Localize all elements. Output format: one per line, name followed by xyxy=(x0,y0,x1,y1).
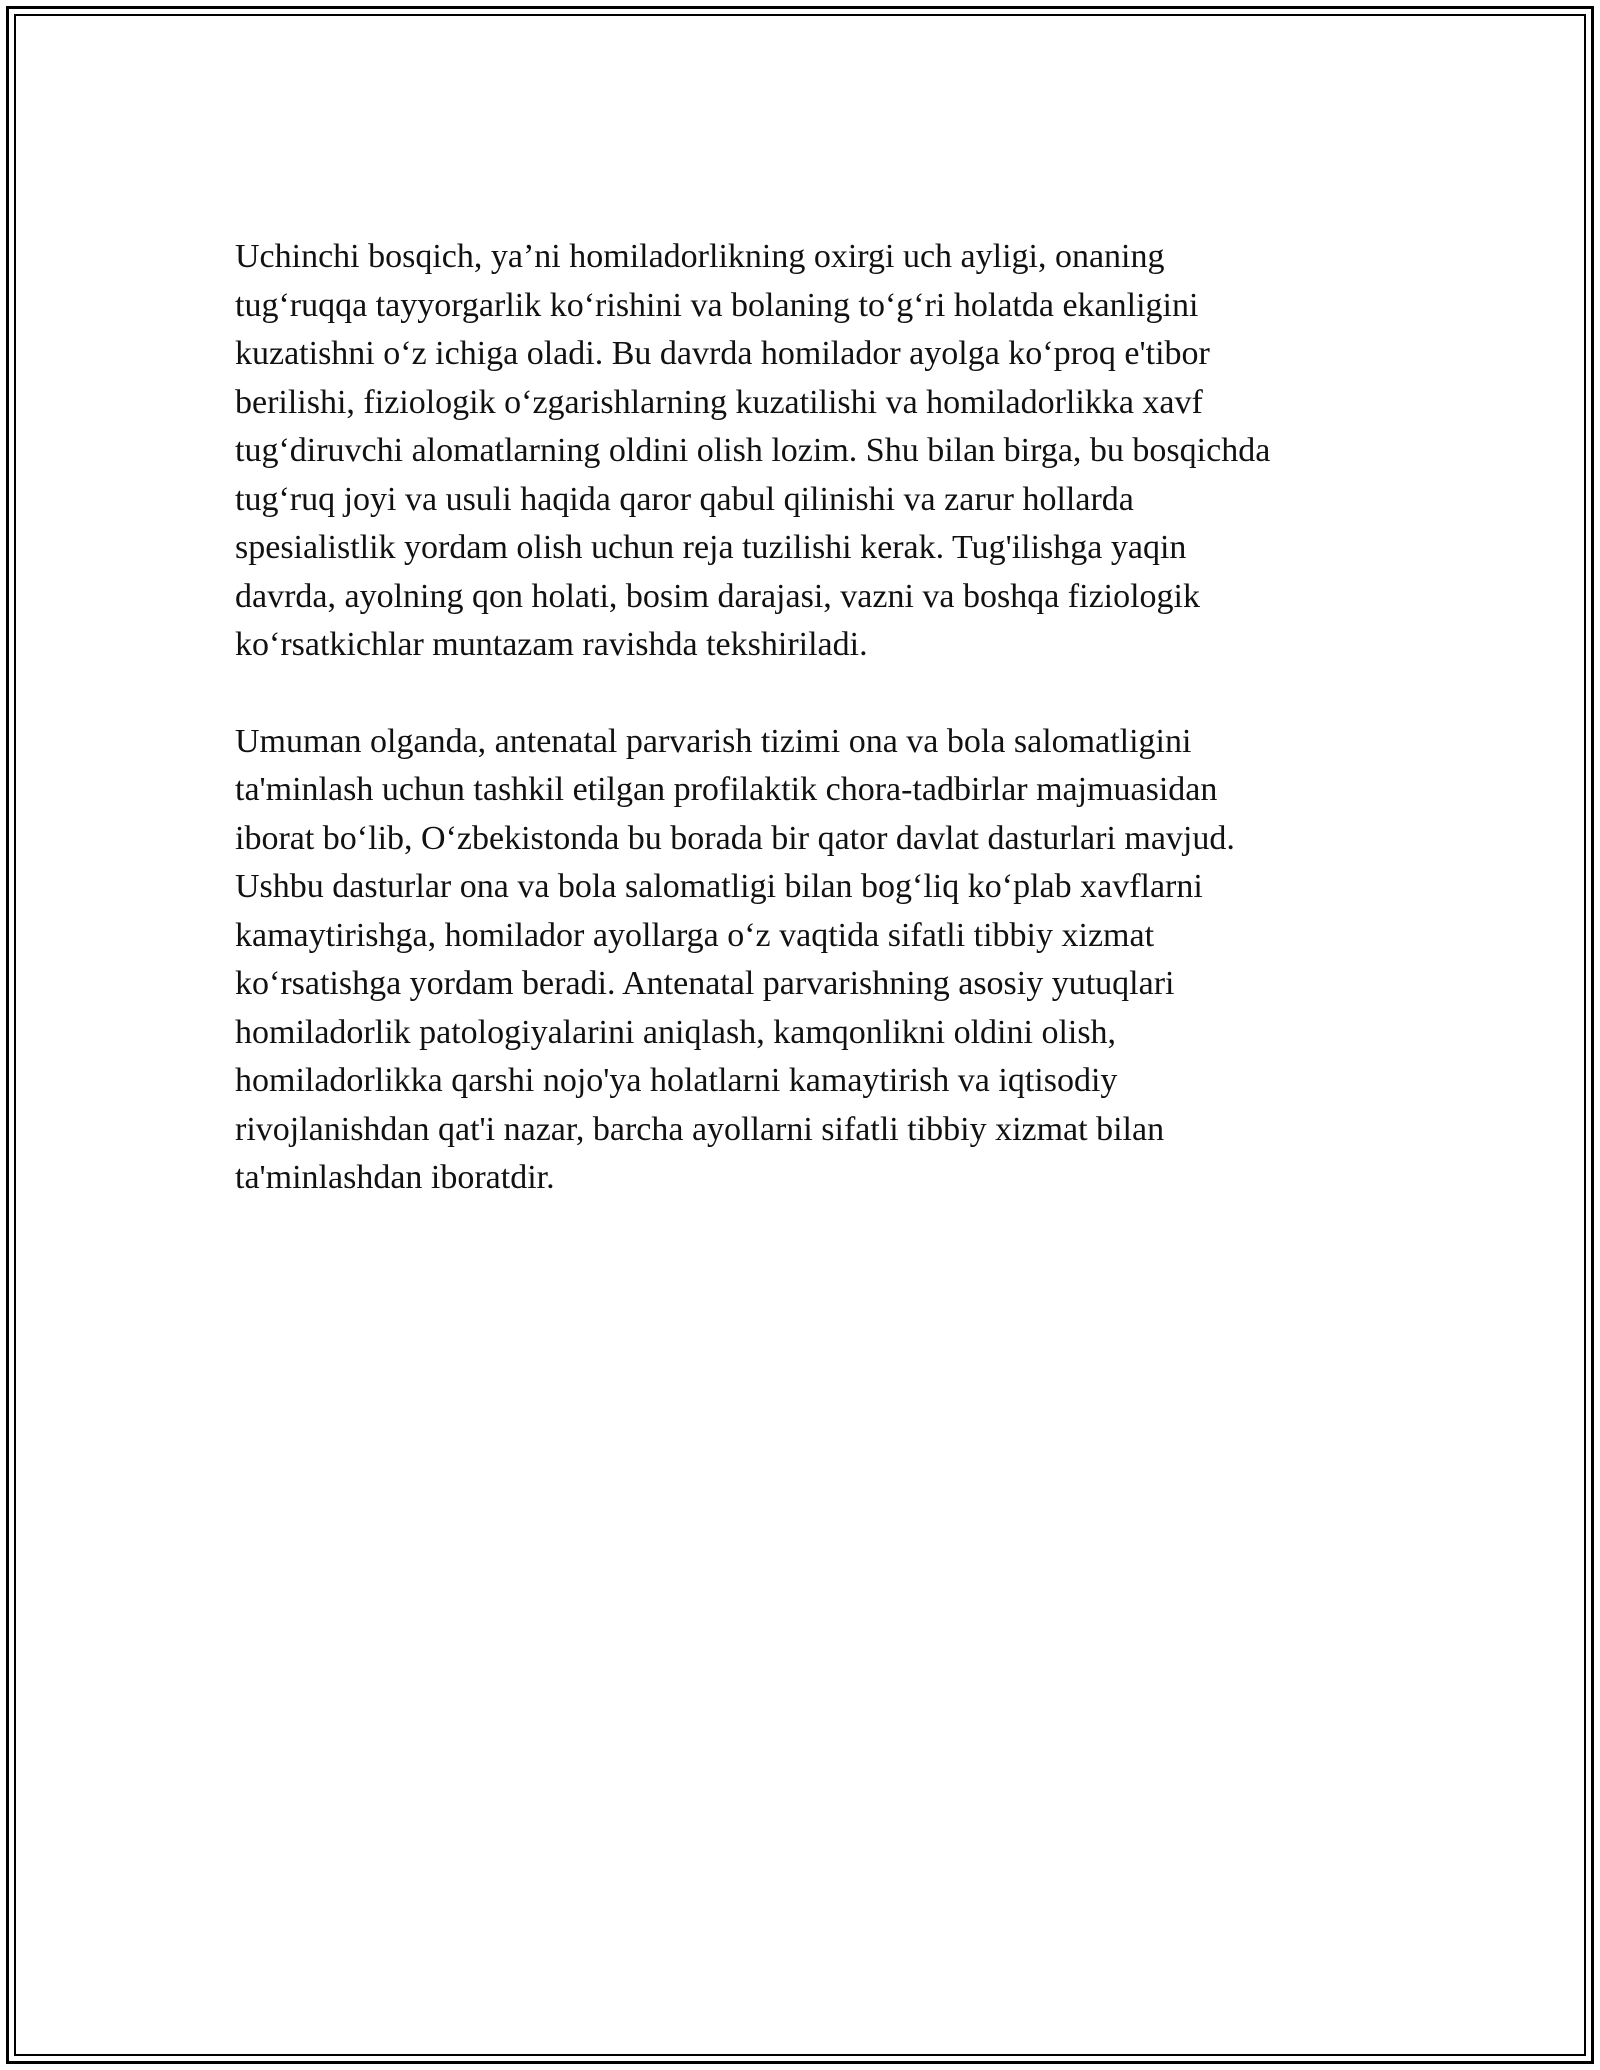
paragraph-antenatal-summary: Umuman olganda, antenatal parvarish tizimi ona va bola salomatligini ta'minlash uchun tashkil etilgan profilaktik chora-tadbirlar majmuasidan iborat bo‘lib, O‘zbekistonda bu borada bir qator davlat dasturlari mavjud. Ushbu dasturlar ona va bola salomatligi bilan bog‘liq ko‘plab xavflarni kamaytirishga, homilador ayollarga o‘z vaqtida sifatli tibbiy xizmat ko‘rsatishga yordam beradi. Antenatal parvarishning asosiy yutuqlari homiladorlik patologiyalarini aniqlash, kamqonlikni oldini olish, homiladorlikka qarshi nojo'ya holatlarni kamaytirish va iqtisodiy rivojlanishdan qat'i nazar, barcha ayollarni sifatli tibbiy xizmat bilan ta'minlashdan iboratdir. xyxy=(235,722,1235,1196)
paragraph-third-stage: Uchinchi bosqich, ya’ni homiladorlikning oxirgi uch ayligi, onaning tug‘ruqqa tayyorgarlik ko‘rishini va bolaning to‘g‘ri holatda ekanligini kuzatishni o‘z ichiga oladi. Bu davrda homilador ayolga ko‘proq e'tibor berilishi, fiziologik o‘zgarishlarning kuzatilishi va homiladorlikka xavf tug‘diruvchi alomatlarning oldini olish lozim. Shu bilan birga, bu bosqichda tug‘ruq joyi va usuli haqida qaror qabul qilinishi va zarur hollarda spesialistlik yordam olish uchun reja tuzilishi kerak. Tug'ilishga yaqin davrda, ayolning qon holati, bosim darajasi, vazni va boshqa fiziologik ko‘rsatkichlar muntazam ravishda tekshiriladi. xyxy=(235,238,1271,663)
document-body xyxy=(235,233,1365,1251)
